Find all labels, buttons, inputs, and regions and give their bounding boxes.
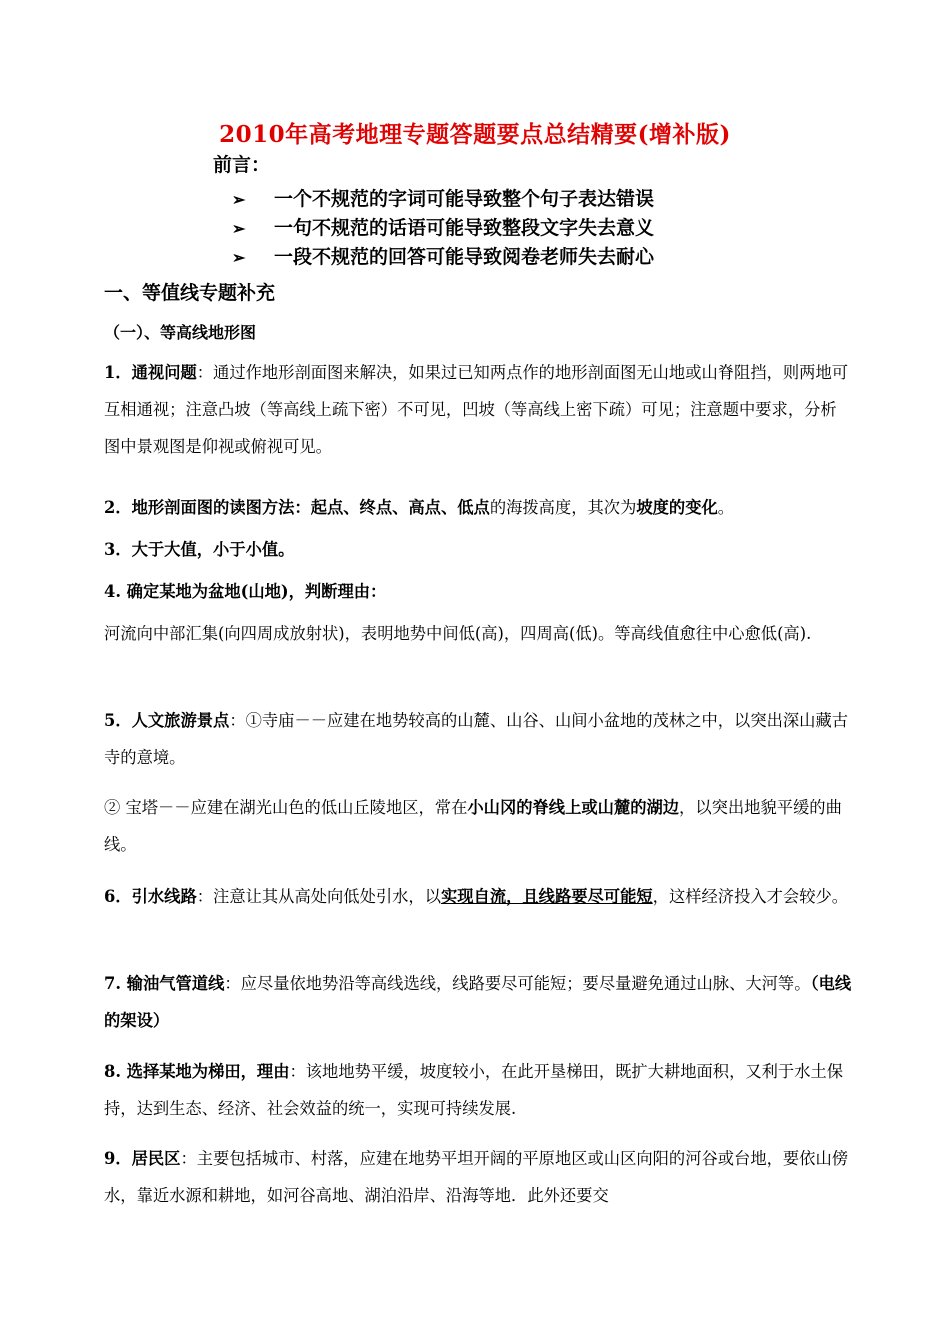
preface-list: [232, 185, 654, 272]
preface-item: ➢ 一句不规范的话语可能导致整段文字失去意义: [232, 214, 654, 243]
paragraph-8: 8. 选择某地为梯田，理由：该地地势平缓，坡度较小，在此开垦梯田，既扩大耕地面积，又利于水土保持，达到生态、经济、社会效益的统一，实现可持续发展.: [104, 1062, 844, 1118]
paragraph-9: 9．居民区：主要包括城市、村落，应建在地势平坦开阔的平原地区或山区向阳的河谷或台地，要依山傍水，靠近水源和耕地，如河谷高地、湖泊沿岸、沿海等地．此外还要交: [104, 1149, 849, 1205]
subsection-heading: （一）、等高线地形图: [104, 323, 257, 342]
arrow-bullet-icon: ➢: [232, 219, 246, 238]
paragraph-3: 3．大于大值，小于小值。: [104, 540, 295, 559]
preface-item: ➢ 一个不规范的字词可能导致整个句子表达错误: [232, 185, 654, 214]
arrow-bullet-icon: ➢: [232, 190, 246, 209]
paragraph-5a: 5．人文旅游景点：①寺庙－－应建在地势较高的山麓、山谷、山间小盆地的茂林之中，以突出深山藏古寺的意境。: [104, 711, 849, 767]
paragraph-4-text: 河流向中部汇集(向四周成放射状)，表明地势中间低(高)，四周高(低)。等高线值愈往中心愈低(高).: [104, 624, 812, 643]
paragraph-7: 7. 输油气管道线：应尽量依地势沿等高线选线，线路要尽可能短；要尽量避免通过山脉、大河等。（电线的架设）: [104, 974, 852, 1030]
arrow-bullet-icon: ➢: [232, 248, 246, 267]
document-title: 2010年高考地理专题答题要点总结精要(增补版): [219, 121, 731, 148]
section-heading: 一、等值线专题补充: [104, 282, 276, 304]
paragraph-1: 1．通视问题：通过作地形剖面图来解决，如果过已知两点作的地形剖面图无山地或山脊阻挡，则两地可互相通视；注意凸坡（等高线上疏下密）不可见，凹坡（等高线上密下疏）可见；注意题中要求，分析图中景观图是仰视或俯视可见。: [104, 363, 849, 456]
preface-label: 前言：: [213, 154, 271, 176]
paragraph-5b: ② 宝塔－－应建在湖光山色的低山丘陵地区，常在小山冈的脊线上或山麓的湖边，以突出地貌平缓的曲线。: [104, 798, 842, 854]
paragraph-2: 2．地形剖面图的读图方法：起点、终点、高点、低点的海拨高度，其次为坡度的变化。: [104, 498, 735, 517]
preface-item: ➢ 一段不规范的回答可能导致阅卷老师失去耐心: [232, 243, 654, 272]
paragraph-6: 6．引水线路：注意让其从高处向低处引水，以实现自流，且线路要尽可能短，这样经济投入才会较少。: [104, 887, 849, 906]
paragraph-4-heading: 4. 确定某地为盆地(山地)，判断理由：: [104, 582, 387, 601]
